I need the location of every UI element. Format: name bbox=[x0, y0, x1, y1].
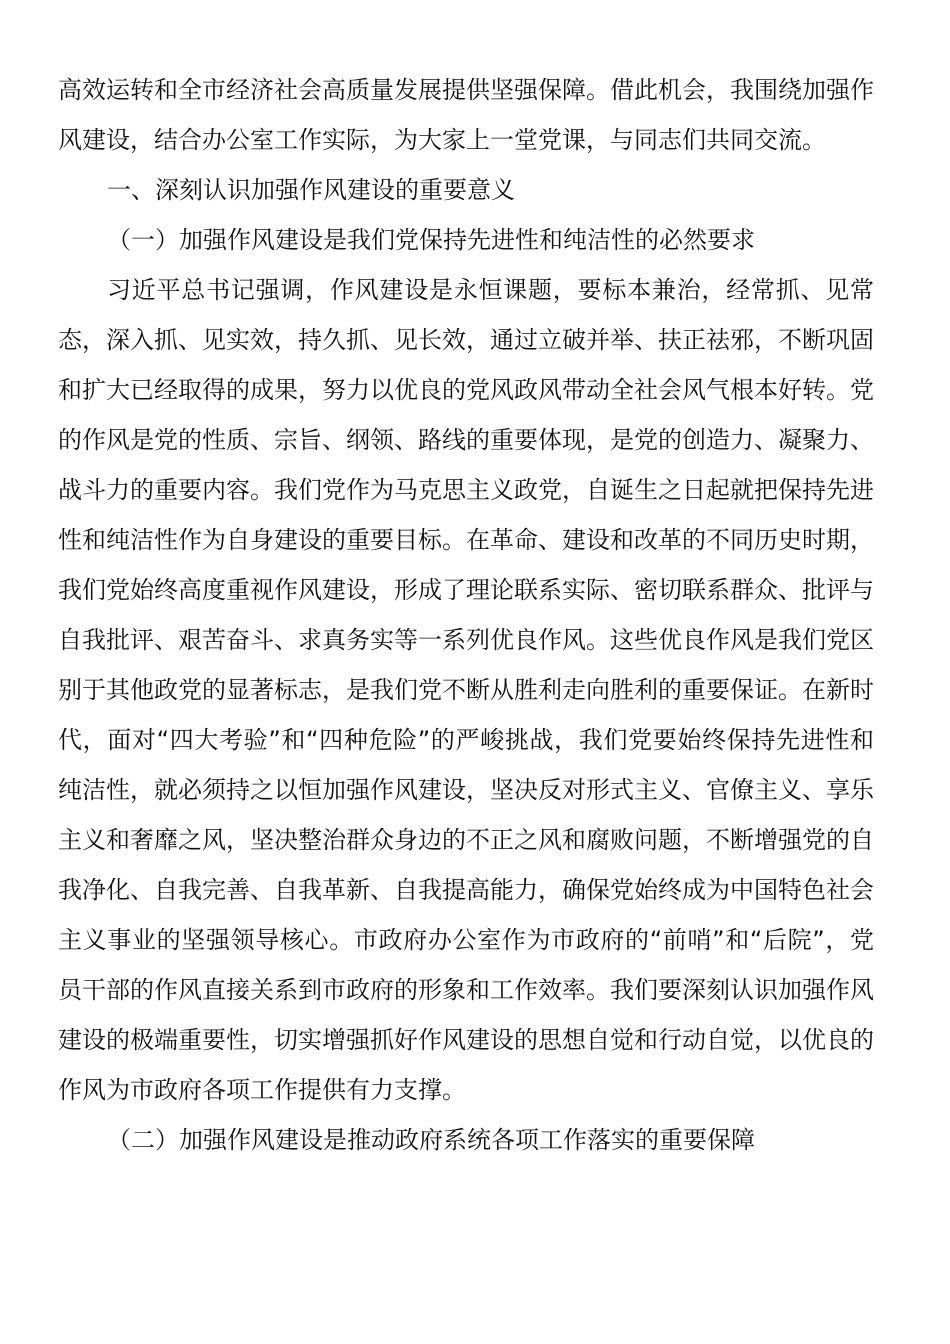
subsection-heading-2: （二）加强作风建设是推动政府系统各项工作落实的重要保障 bbox=[107, 1126, 755, 1154]
subsection-body-1: 习近平总书记强调，作风建设是永恒课题，要标本兼治，经常抓、见常态，深入抓、见实效，持久抓、见长效，通过立破并举、扶正祛邪，不断巩固和扩大已经取得的成果，努力以优良的党风政风带动全社会风气根本好转。党的作风是党的性质、宗旨、纲领、路线的重要体现，是党的创造力、凝聚力、战斗力的重要内容。我们党作为马克思主义政党，自诞生之日起就把保持先进性和纯洁性作为自身建设的重要目标。在革命、建设和改革的不同历史时期，我们党始终高度重视作风建设，形成了理论联系实际、密切联系群众、批评与自我批评、艰苦奋斗、求真务实等一系列优良作风。这些优良作风是我们党区别于其他政党的显著标志，是我们党不断从胜利走向胜利的重要保证。在新时代，面对“四大考验”和“四种危险”的严峻挑战，我们党要始终保持先进性和纯洁性，就必须持之以恒加强作风建设，坚决反对形式主义、官僚主义、享乐主义和奢靡之风，坚决整治群众身边的不正之风和腐败问题，不断增强党的自我净化、自我完善、自我革新、自我提高能力，确保党始终成为中国特色社会主义事业的坚强领导核心。市政府办公室作为市政府的“前哨”和“后院”，党员干部的作风直接关系到市政府的形象和工作效率。我们要深刻认识加强作风建设的极端重要性，切实增强抓好作风建设的思想自觉和行动自觉，以优良的作风为市政府各项工作提供有力支撑。 bbox=[58, 276, 874, 1104]
document-body bbox=[58, 65, 874, 1165]
subsection-heading-1: （一）加强作风建设是我们党保持先进性和纯洁性的必然要求 bbox=[107, 226, 755, 254]
section-heading: 一、深刻认识加强作风建设的重要意义 bbox=[107, 176, 515, 204]
intro-paragraph: 高效运转和全市经济社会高质量发展提供坚强保障。借此机会，我围绕加强作风建设，结合办公室工作实际，为大家上一堂党课，与同志们共同交流。 bbox=[58, 76, 874, 154]
